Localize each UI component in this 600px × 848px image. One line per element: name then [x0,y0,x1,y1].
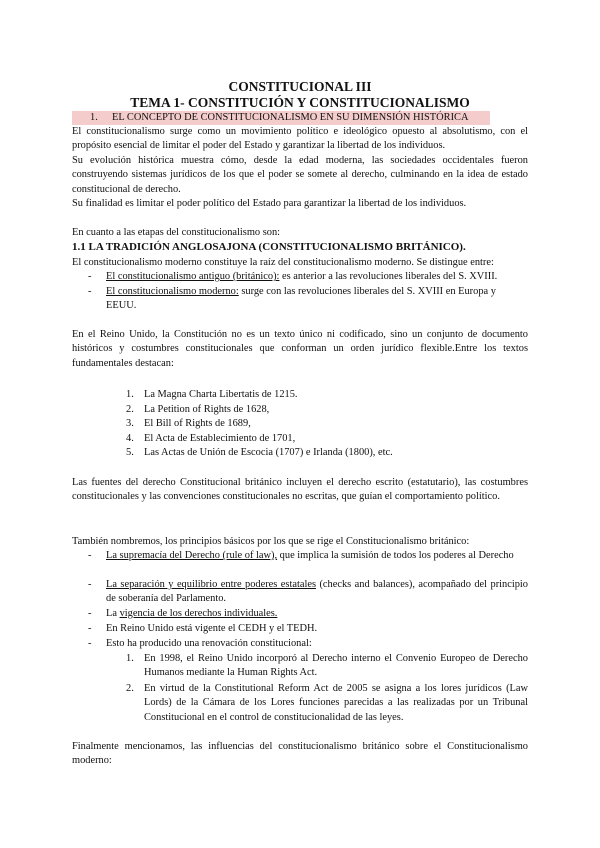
underlined-term: vigencia de los derechos individuales. [119,608,278,619]
bullet-dash: - [88,623,92,634]
list-number: 2. [126,683,134,694]
list-number: 1. [126,653,134,664]
list-text: Las Actas de Unión de Escocia (1707) e Irlanda (1800), etc. [144,447,393,458]
bullet-text [106,578,528,607]
underlined-term: El constitucionalismo moderno: [106,286,239,297]
bullet-prefix: La [106,608,120,619]
bullet-dash: - [88,286,92,297]
underlined-term: La supremacía del Derecho (rule of law), [106,550,278,561]
paragraph-principles: También nombremos, los principios básicos por los que se rige el Constitucionalismo británico: [72,536,470,547]
paragraph-distinction: El constitucionalismo moderno constituye la raíz del constitucionalismo moderno. Se distingue entre: [72,257,494,268]
paragraph-evolution: Su evolución histórica muestra cómo, desde la edad moderna, las sociedades occidentales fueron construyendo sistemas jurídicos de los que el poder se somete al derecho, culminando en la idea de estado constitucional de derecho. [72,155,528,195]
list-number: 3. [126,418,134,429]
underlined-term: La separación y equilibrio entre poderes estatales [106,579,316,590]
bullet-dash: - [88,271,92,282]
list-number: 5. [126,447,134,458]
list-number: 2. [126,404,134,415]
bullet-dash: - [88,579,92,590]
heading-1-1: 1.1 LA TRADICIÓN ANGLOSAJONA (CONSTITUCIONALISMO BRITÁNICO). [72,241,466,253]
paragraph-influences: Finalmente mencionamos, las influencias del constitucionalismo británico sobre el Constitucionalismo moderno: [72,741,528,767]
bullet-dash: - [88,550,92,561]
list-text: La Petition of Rights de 1628, [144,404,270,415]
paragraph-uk-constitution: En el Reino Unido, la Constitución no es un texto único ni codificado, sino un conjunto de documento históricos y costumbres constitucionales que conforman un orden jurídico flexible.Entre los textos fundamentales destacan: [72,329,528,369]
bullet-text [106,270,528,284]
section-1-highlight [72,111,490,125]
bullet-text [106,549,528,563]
bullet-description: es anterior a las revoluciones liberales del S. XVIII. [279,271,498,282]
paragraph-intro: El constitucionalismo surge como un movimiento político e ideológico opuesto al absolutismo, con el propósito esencial de limitar el poder del Estado y garantizar la libertad de los individuos. [72,126,528,152]
underlined-term: El constitucionalismo antiguo (británico): [106,271,280,282]
paragraph-stages: En cuanto a las etapas del constitucionalismo son: [72,227,281,238]
paragraph-sources: Las fuentes del derecho Constitucional británico incluyen el derecho escrito (estatutario), las costumbres constitucionales y las convenciones constitucionales no escritas, que guían el comportamiento político. [72,477,528,503]
list-text: En virtud de la Constitutional Reform Act de 2005 se asigna a los lores jurídicos (Law Lords) de la Cámara de los Lores funciones parecidas a las realizadas por un Tribunal Constitucional en el control de constitucionalidad de las leyes. [144,683,528,723]
bullet-description: surge con las revoluciones liberales del S. XVIII en Europa y EEUU. [106,286,496,312]
list-text: La Magna Charta Libertatis de 1215. [144,389,298,400]
section-1-title: EL CONCEPTO DE CONSTITUCIONALISMO EN SU DIMENSIÓN HISTÓRICA [112,112,469,123]
bullet-text: Esto ha producido una renovación constitucional: [106,638,312,649]
bullet-description: que implica la sumisión de todos los poderes al Derecho [277,550,514,561]
bullet-text [106,607,528,621]
bullet-description: (checks and balances), acompañado del principio de soberanía del Parlamento. [106,579,529,605]
bullet-dash: - [88,638,92,649]
bullet-dash: - [88,608,92,619]
list-text: El Bill of Rights de 1689, [144,418,251,429]
bullet-text: En Reino Unido está vigente el CEDH y el TEDH. [106,623,318,634]
list-text: El Acta de Establecimiento de 1701, [144,433,296,444]
list-number: 4. [126,433,134,444]
bullet-text [106,285,528,314]
paragraph-purpose: Su finalidad es limitar el poder político del Estado para garantizar la libertad de los individuos. [72,198,467,209]
document-title: CONSTITUCIONAL III [228,79,372,94]
list-text: En 1998, el Reino Unido incorporó al Derecho interno el Convenio Europeo de Derecho Humanos mediante la Human Rights Act. [144,653,528,679]
section-1-number: 1. [90,112,98,123]
document-subtitle: TEMA 1- CONSTITUCIÓN Y CONSTITUCIONALISMO [130,95,470,110]
list-number: 1. [126,389,134,400]
